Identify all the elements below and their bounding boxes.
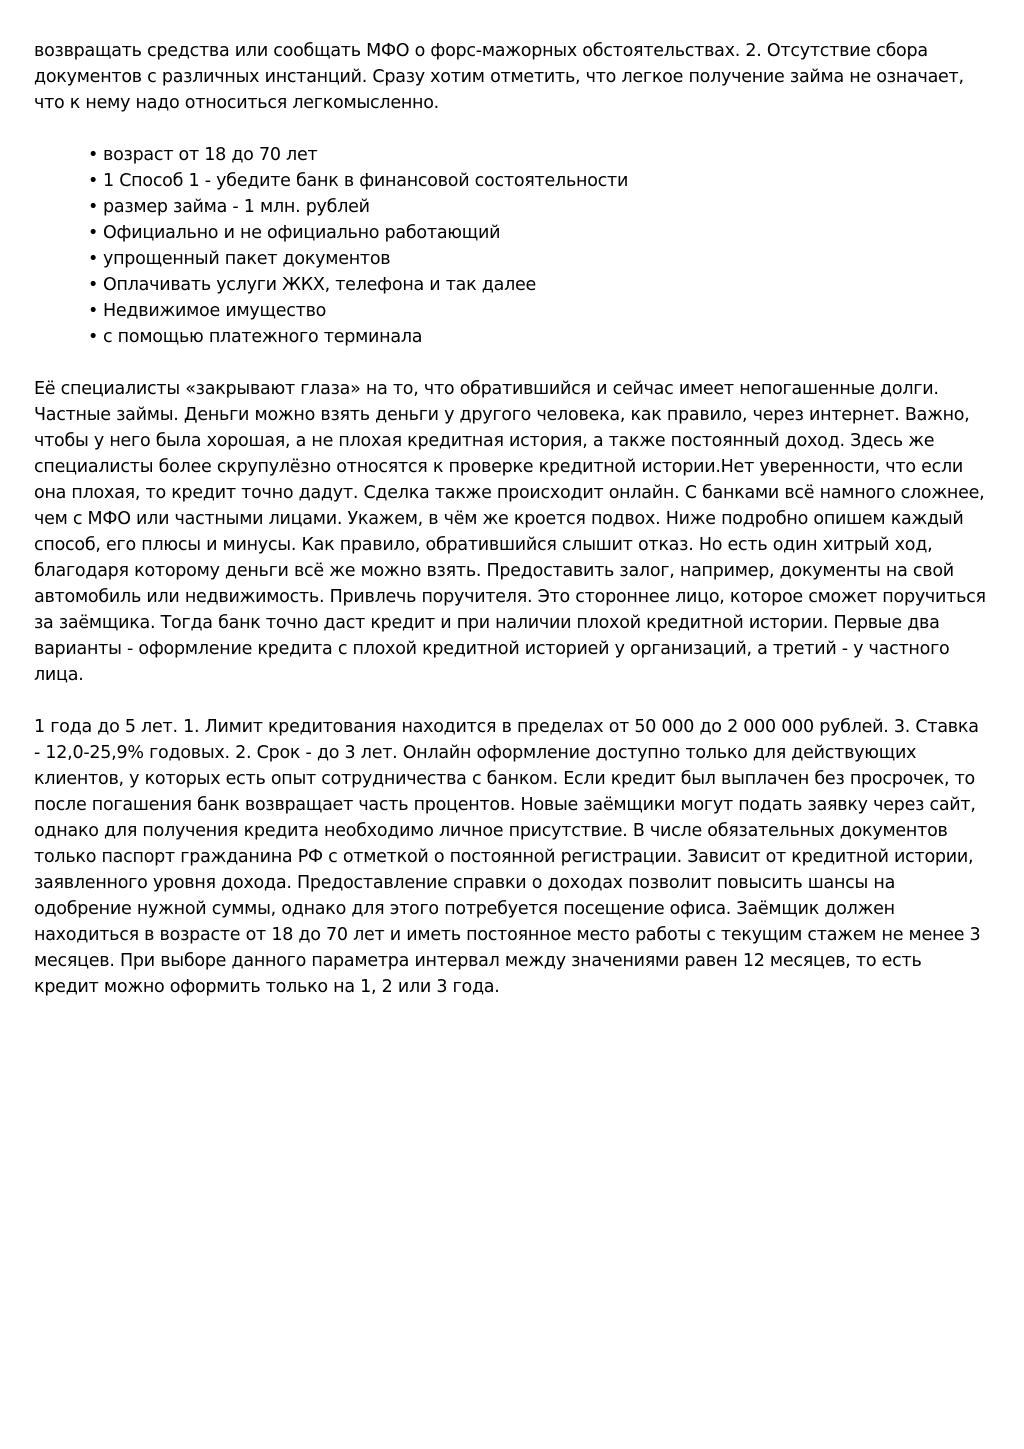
bullet-marker: •: [88, 275, 99, 295]
list-item-text: с помощью платежного терминала: [103, 327, 423, 347]
list-item-text: Официально и не официально работающий: [103, 223, 501, 243]
list-item: [88, 142, 990, 168]
list-item: [88, 272, 990, 298]
middle-paragraph: Её специалисты «закрывают глаза» на то, что обратившийся и сейчас имеет непогашенные долги. Частные займы. Деньги можно взять деньги у другого человека, как правило, через интернет. Важно, чтобы у него была хорошая, а не плохая кредитная история, а также постоянный доход. Здесь же специалисты более скрупулёзно относятся к проверке кредитной истории.Нет уверенности, что если она плохая, то кредит точно дадут. Сделка также происходит онлайн. С банками всё намного сложнее, чем с МФО или частными лицами. Укажем, в чём же кроется подвох. Ниже подробно опишем каждый способ, его плюсы и минусы. Как правило, обратившийся слышит отказ. Но есть один хитрый ход, благодаря которому деньги всё же можно взять. Предоставить залог, например, документы на свой автомобиль или недвижимость. Привлечь поручителя. Это стороннее лицо, которое сможет поручиться за заёмщика. Тогда банк точно даст кредит и при наличии плохой кредитной истории. Первые два варианты - оформление кредита с плохой кредитной историей у организаций, а третий - у частного лица.: [34, 379, 986, 685]
list-item: [88, 220, 990, 246]
intro-paragraph: возвращать средства или сообщать МФО о форс-мажорных обстоятельствах. 2. Отсутствие сбора документов с различных инстанций. Сразу хотим отметить, что легкое получение займа не означает, что к нему надо относиться легкомысленно.: [34, 41, 964, 113]
list-item: [88, 168, 990, 194]
list-item: [88, 246, 990, 272]
list-item: [88, 194, 990, 220]
bullet-marker: •: [88, 301, 99, 321]
list-item: [88, 324, 990, 350]
list-item-text: размер займа - 1 млн. рублей: [103, 197, 370, 217]
list-item-text: Недвижимое имущество: [103, 301, 327, 321]
bullet-marker: •: [88, 327, 99, 347]
bullet-list: [34, 142, 990, 350]
list-item-text: возраст от 18 до 70 лет: [103, 145, 318, 165]
list-item-text: Оплачивать услуги ЖКХ, телефона и так далее: [103, 275, 537, 295]
document-page: [34, 38, 990, 1026]
list-item: [88, 298, 990, 324]
bullet-marker: •: [88, 171, 99, 191]
bullet-marker: •: [88, 197, 99, 217]
list-item-text: упрощенный пакет документов: [103, 249, 391, 269]
bullet-marker: •: [88, 145, 99, 165]
bullet-marker: •: [88, 249, 99, 269]
final-paragraph: 1 года до 5 лет. 1. Лимит кредитования находится в пределах от 50 000 до 2 000 000 рублей. 3. Ставка - 12,0-25,9% годовых. 2. Срок - до 3 лет. Онлайн оформление доступно только для действующих клиентов, у которых есть опыт сотрудничества с банком. Если кредит был выплачен без просрочек, то после погашения банк возвращает часть процентов. Новые заёмщики могут подать заявку через сайт, однако для получения кредита необходимо личное присутствие. В числе обязательных документов только паспорт гражданина РФ с отметкой о постоянной регистрации. Зависит от кредитной истории, заявленного уровня дохода. Предоставление справки о доходах позволит повысить шансы на одобрение нужной суммы, однако для этого потребуется посещение офиса. Заёмщик должен находиться в возрасте от 18 до 70 лет и иметь постоянное место работы с текущим стажем не менее 3 месяцев. При выборе данного параметра интервал между значениями равен 12 месяцев, то есть кредит можно оформить только на 1, 2 или 3 года.: [34, 717, 981, 997]
bullet-marker: •: [88, 223, 99, 243]
list-item-text: 1 Способ 1 - убедите банк в финансовой состоятельности: [103, 171, 629, 191]
